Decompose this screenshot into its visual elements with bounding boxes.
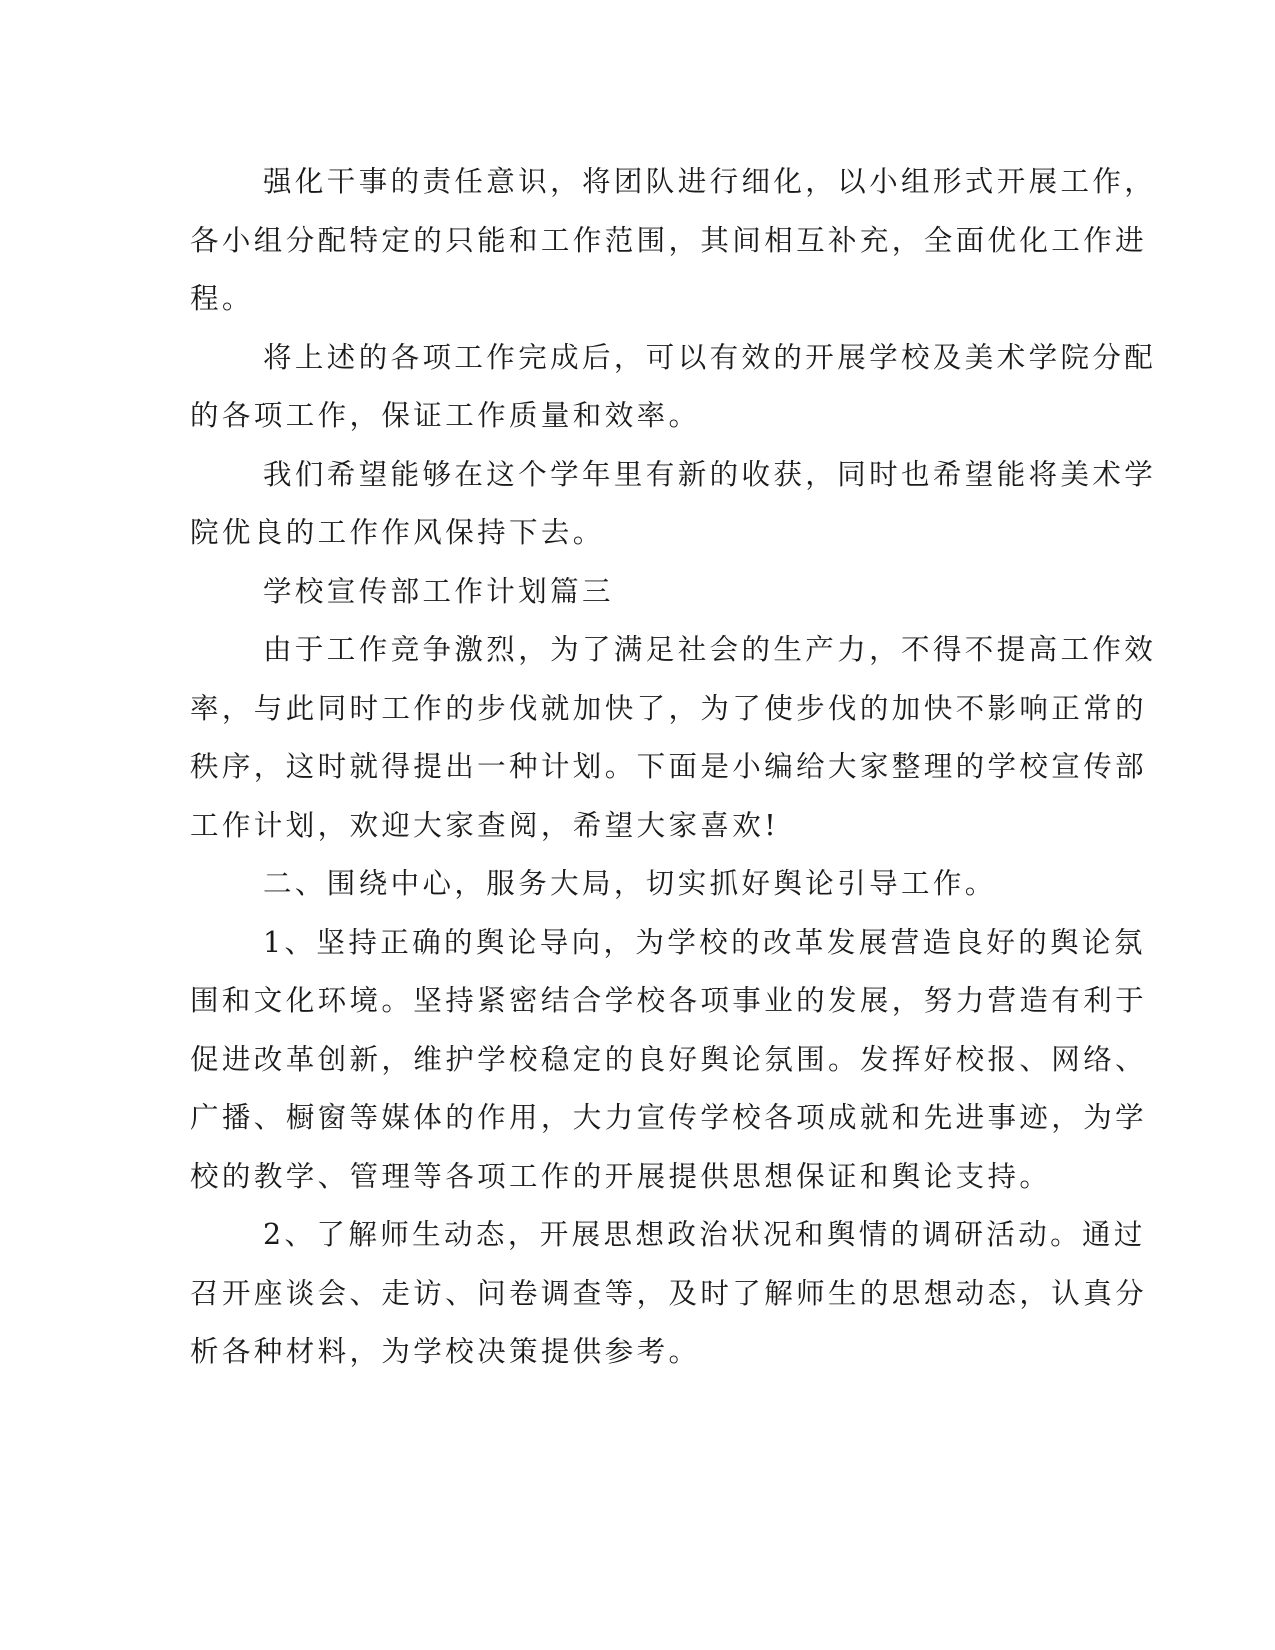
text-line: 工作计划，欢迎大家查阅，希望大家喜欢! [190, 809, 780, 842]
text-line: 围和文化环境。坚持紧密结合学校各项事业的发展，努力营造有利于 [190, 984, 1148, 1017]
section-heading: 学校宣传部工作计划篇三 [263, 575, 614, 608]
text-line: 秩序，这时就得提出一种计划。下面是小编给大家整理的学校宣传部 [190, 750, 1148, 783]
text-line: 析各种材料，为学校决策提供参考。 [190, 1335, 701, 1368]
text-line: 校的教学、管理等各项工作的开展提供思想保证和舆论支持。 [190, 1160, 1052, 1193]
text-line: 率，与此同时工作的步伐就加快了，为了使步伐的加快不影响正常的 [190, 692, 1148, 725]
text-line: 广播、橱窗等媒体的作用，大力宣传学校各项成就和先进事迹，为学 [190, 1101, 1148, 1134]
text-line: 1、坚持正确的舆论导向，为学校的改革发展营造良好的舆论氛 [263, 926, 1146, 959]
text-line: 程。 [190, 282, 254, 315]
text-line: 2、了解师生动态，开展思想政治状况和舆情的调研活动。通过 [263, 1218, 1146, 1251]
text-line: 促进改革创新，维护学校稳定的良好舆论氛围。发挥好校报、网络、 [190, 1043, 1148, 1076]
text-line: 二、围绕中心，服务大局，切实抓好舆论引导工作。 [263, 867, 997, 900]
text-line: 将上述的各项工作完成后，可以有效的开展学校及美术学院分配 [263, 341, 1157, 374]
text-line: 各小组分配特定的只能和工作范围，其间相互补充，全面优化工作进 [190, 224, 1148, 257]
text-line: 强化干事的责任意识，将团队进行细化，以小组形式开展工作， [263, 165, 1157, 198]
text-line: 由于工作竞争激烈，为了满足社会的生产力，不得不提高工作效 [263, 633, 1157, 666]
text-line: 召开座谈会、走访、问卷调查等，及时了解师生的思想动态，认真分 [190, 1277, 1148, 1310]
text-line: 院优良的工作作风保持下去。 [190, 516, 605, 549]
text-line: 的各项工作，保证工作质量和效率。 [190, 399, 701, 432]
text-line: 我们希望能够在这个学年里有新的收获，同时也希望能将美术学 [263, 458, 1157, 491]
